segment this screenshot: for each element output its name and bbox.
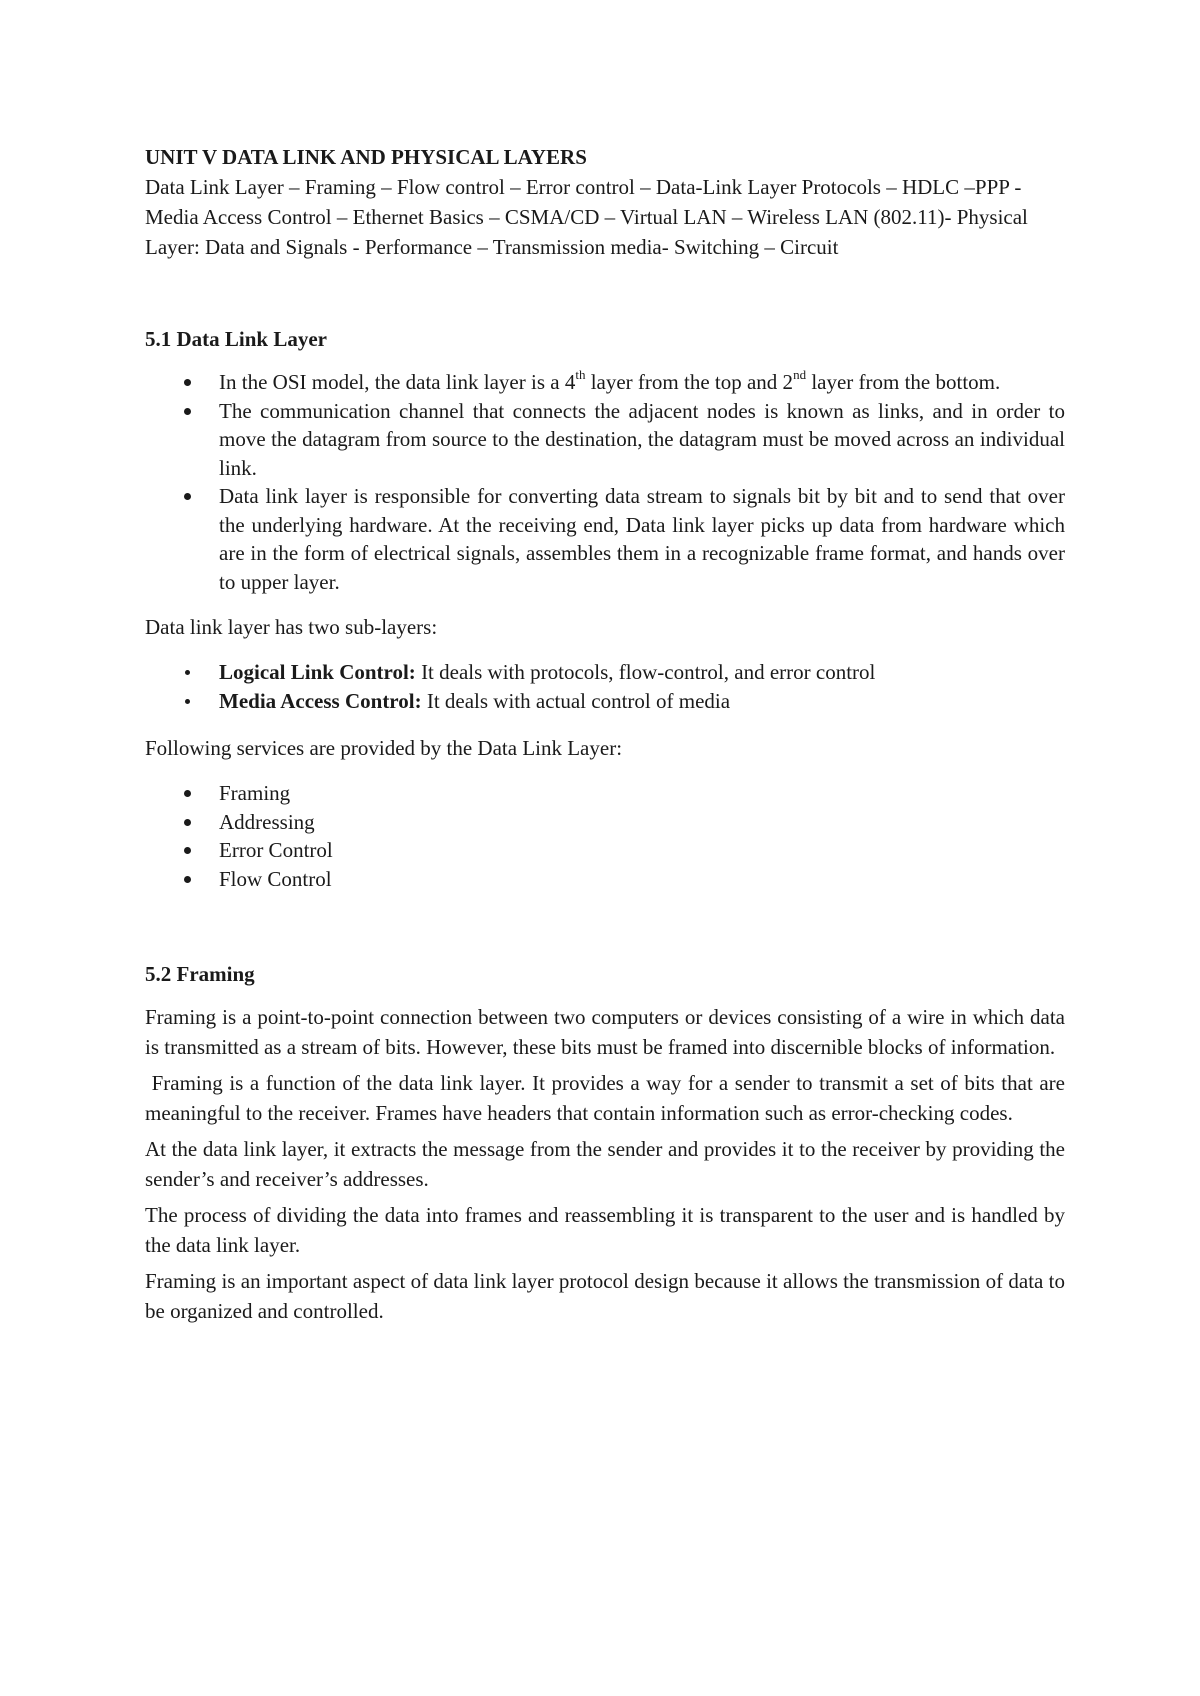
bullet1-text-c: layer from the bottom. bbox=[806, 370, 1001, 394]
unit-syllabus: Data Link Layer – Framing – Flow control – Error control – Data-Link Layer Protocols – HDLC –PPP - Media Access Control – Ethernet Basics – CSMA/CD – Virtual LAN – Wireless LAN (802.11)- Physical Layer: Data and Signals - Performance – Transmission media- Switching – Circuit bbox=[145, 175, 1028, 259]
section-heading-data-link-layer: 5.1 Data Link Layer bbox=[145, 327, 328, 351]
framing-paragraph: Framing is an important aspect of data link layer protocol design because it allows the transmission of data to be organized and controlled. bbox=[145, 1269, 1065, 1323]
sublayers-intro: Data link layer has two sub-layers: bbox=[145, 615, 438, 639]
list-item: Data link layer is responsible for converting data stream to signals bit by bit and to send that over the underlying hardware. At the receiving end, Data link layer picks up data from hardware which are in the form of electrical signals, assembles them in a recognizable frame format, and hands over to upper layer. bbox=[145, 482, 1065, 596]
data-link-layer-bullets bbox=[145, 368, 1065, 596]
list-item: Error Control bbox=[145, 836, 1065, 865]
sublayer-desc: It deals with actual control of media bbox=[421, 688, 731, 713]
sublayer-term: Logical Link Control: bbox=[219, 660, 416, 684]
framing-paragraph: At the data link layer, it extracts the message from the sender and provides it to the receiver by providing the sender’s and receiver’s addresses. bbox=[145, 1137, 1065, 1191]
framing-paragraph: The process of dividing the data into frames and reassembling it is transparent to the user and is handled by the data link layer. bbox=[145, 1203, 1065, 1257]
list-item: Flow Control bbox=[145, 865, 1065, 894]
unit-title: UNIT V DATA LINK AND PHYSICAL LAYERS bbox=[145, 145, 587, 169]
bullet1-text-a: In the OSI model, the data link layer is a 4 bbox=[219, 370, 576, 394]
list-item bbox=[145, 658, 1065, 687]
list-item bbox=[145, 687, 1065, 716]
superscript-th: th bbox=[575, 367, 586, 382]
services-list bbox=[145, 779, 1065, 893]
section-heading-framing: 5.2 Framing bbox=[145, 962, 255, 986]
sublayer-desc: It deals with protocols, flow-control, and error control bbox=[415, 660, 876, 684]
sublayer-term: Media Access Control: bbox=[219, 688, 422, 713]
bullet1-text-b: layer from the top and 2 bbox=[585, 370, 794, 394]
framing-paragraph: Framing is a point-to-point connection between two computers or devices consisting of a wire in which data is transmitted as a stream of bits. However, these bits must be framed into discernible blocks of information. bbox=[145, 1005, 1065, 1059]
services-intro: Following services are provided by the Data Link Layer: bbox=[145, 736, 623, 760]
list-item bbox=[145, 368, 1065, 397]
list-item: Addressing bbox=[145, 808, 1065, 837]
list-item: The communication channel that connects the adjacent nodes is known as links, and in order to move the datagram from source to the destination, the datagram must be moved across an individual link. bbox=[145, 397, 1065, 483]
document-page bbox=[145, 142, 1071, 1326]
superscript-nd: nd bbox=[793, 367, 807, 382]
sublayers-list bbox=[145, 658, 1065, 715]
framing-paragraph: Framing is a function of the data link layer. It provides a way for a sender to transmit a set of bits that are meaningful to the receiver. Frames have headers that contain information such as error-checking codes. bbox=[145, 1071, 1071, 1125]
list-item: Framing bbox=[145, 779, 1065, 808]
